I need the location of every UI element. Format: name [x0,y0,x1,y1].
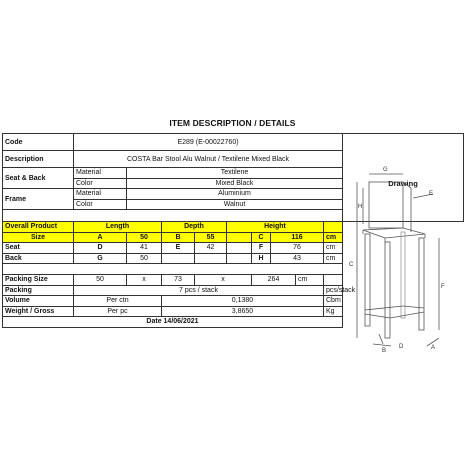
seat-d-value: 41 [127,243,162,254]
frame-color-label: Color [74,199,127,210]
packing-size-x1: x [127,275,162,286]
drawing-cell [343,134,464,354]
frame-label: Frame [3,189,74,210]
size-pad [227,232,252,243]
label-e: E [429,191,434,197]
back-pad-3 [227,253,252,264]
seat-unit: cm [324,243,343,254]
size-a: A [74,232,127,243]
packing-value: 7 pcs / stack [74,285,324,296]
volume-value: 0,1380 [162,296,324,307]
size-unit: cm [324,232,343,243]
seat-f: F [252,243,271,254]
seat-pad [227,243,252,254]
code-row [3,134,464,151]
label-b: B [382,348,387,354]
code-value: E289 (E-00022760) [74,134,343,151]
packing-label: Packing [3,285,74,296]
drawing-title: Drawing [388,178,418,188]
label-g: G [383,167,388,173]
back-pad-2 [195,253,227,264]
frame-color-value: Walnut [127,199,343,210]
packing-size-x2: x [195,275,252,286]
label-a: A [431,345,436,351]
packing-size-label: Packing Size [3,275,74,286]
stool-drawing-icon [343,158,462,358]
date-value: Date 14/06/2021 [3,317,343,328]
label-f: F [441,284,445,290]
seat-material-value: Textilene [127,168,343,179]
seat-color-label: Color [74,178,127,189]
weight-unit: Kg [324,306,343,317]
back-g: G [74,253,127,264]
frame-material-label: Material [74,189,127,200]
size-b-value: 55 [195,232,227,243]
label-h: H [358,204,363,210]
packing-unit: pcs/stack [324,285,343,296]
size-c: C [252,232,271,243]
size-label: Size [3,232,74,243]
size-b: B [162,232,195,243]
back-h: H [252,253,271,264]
depth-header: Depth [162,222,227,233]
overall-label: Overall Product [3,222,74,233]
frame-material-value: Aluminium [127,189,343,200]
description-value: COSTA Bar Stool Alu Walnut / Textilene Mixed Black [74,151,343,168]
packing-size-v1: 50 [74,275,127,286]
label-c: C [349,262,354,268]
seat-color-value: Mixed Black [127,178,343,189]
description-label: Description [3,151,74,168]
length-header: Length [74,222,162,233]
volume-unit: Cbm [324,296,343,307]
seat-e-value: 42 [195,243,227,254]
back-h-value: 43 [271,253,324,264]
spec-table [2,133,464,354]
seat-d: D [74,243,127,254]
code-label: Code [3,134,74,151]
weight-value: 3,8650 [162,306,324,317]
size-a-value: 50 [127,232,162,243]
seat-material-label: Material [74,168,127,179]
label-d: D [399,344,404,350]
back-label: Back [3,253,74,264]
seat-back-label: Seat & Back [3,168,74,189]
size-c-value: 116 [271,232,324,243]
packing-size-unit: cm [296,275,324,286]
spacer-cell [3,210,343,222]
back-unit: cm [324,253,343,264]
back-pad-1 [162,253,195,264]
packing-size-v3: 264 [252,275,296,286]
packing-size-v2: 73 [162,275,195,286]
spacer-cell-2 [3,264,343,275]
dims-header-pad [324,222,343,233]
page-title: ITEM DESCRIPTION / DETAILS [169,118,296,128]
height-header: Height [227,222,324,233]
back-g-value: 50 [127,253,162,264]
seat-e: E [162,243,195,254]
weight-per: Per pc [74,306,162,317]
seat-label: Seat [3,243,74,254]
packing-size-pad [324,275,343,286]
volume-label: Volume [3,296,74,307]
weight-label: Weight / Gross [3,306,74,317]
seat-f-value: 76 [271,243,324,254]
volume-per: Per ctn [74,296,162,307]
